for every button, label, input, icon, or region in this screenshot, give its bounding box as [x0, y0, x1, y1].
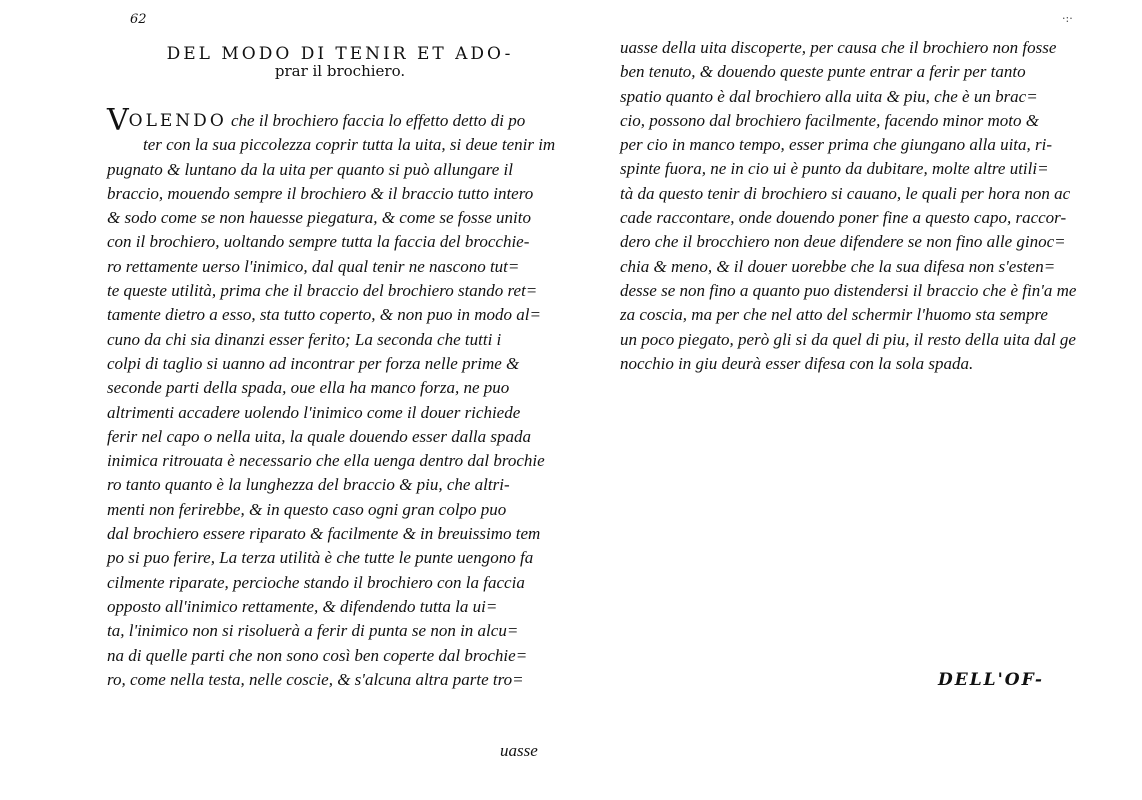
text-line: colpi di taglio si uanno ad incontrar per forza nelle prime & [107, 353, 520, 373]
catchword: DELL'OF- [938, 670, 1044, 690]
corner-mark: ·:· [1062, 12, 1073, 25]
text-line: un poco piegato, però gli si da quel di piu, il resto della uita dal ge [620, 329, 1076, 349]
drop-initial: V [107, 103, 129, 138]
text-line: uasse della uita discoperte, per causa che il brochiero non fosse [620, 38, 1057, 57]
text-line: & sodo come se non hauesse piegatura, & come se fosse unito [107, 208, 531, 228]
right-body-text [620, 36, 1120, 376]
text-line: desse se non fino a quanto puo distendersi il braccio che è fin'a me [620, 280, 1077, 300]
text-line: inimica ritrouata è necessario che ella uenga dentro dal brochie [107, 451, 545, 471]
text-line: opposto all'inimico rettamente, & difendendo tutta la ui= [107, 596, 498, 616]
text-line: ro rettamente uerso l'inimico, dal qual tenir ne nascono tut= [107, 256, 520, 276]
text-line: per cio in manco tempo, esser prima che giungano alla uita, ri- [620, 135, 1053, 155]
chapter-heading-line1: DEL MODO DI TENIR ET ADO- [166, 44, 514, 64]
opening-caps: OLENDO [128, 111, 227, 131]
text-line: con il brochiero, uoltando sempre tutta la faccia del brocchie- [107, 232, 530, 252]
chapter-heading-line2: prar il brochiero. [274, 62, 406, 80]
text-line: te queste utilità, prima che il braccio del brochiero stando ret= [107, 281, 538, 301]
text-line: za coscia, ma per che nel atto del schermir l'huomo sta sempre [620, 305, 1048, 325]
catchword: uasse [500, 741, 538, 760]
text-line: ter con la sua piccolezza coprir tutta la uita, si deue tenir im [143, 135, 556, 155]
text-line: dero che il brocchiero non deue difendere se non fino alle ginoc= [620, 232, 1066, 252]
text-line: ro, come nella testa, nelle coscie, & s'alcuna altra parte tro= [107, 669, 524, 689]
text-line: spatio quanto è dal brochiero alla uita & piu, che è un brac= [620, 86, 1038, 106]
text-line: seconde parti della spada, oue ella ha manco forza, ne puo [107, 378, 510, 398]
text-line: chia & meno, & il douer uorebbe che la sua difesa non s'esten= [620, 256, 1056, 276]
text-line: po si puo ferire, La terza utilità è che tutte le punte uengono fa [107, 548, 534, 568]
text-line: tamente dietro a esso, sta tutto coperto, & non puo in modo al= [107, 305, 541, 325]
text-line [107, 103, 587, 138]
text-line: ben tenuto, & douendo queste punte entrar a ferir per tanto [620, 62, 1026, 82]
text-line: cuno da chi sia dinanzi esser ferito; La seconda che tutti i [107, 329, 502, 349]
text-line: pugnato & luntano da la uita per quanto si può allungare il [107, 159, 513, 179]
text-line: ro tanto quanto è la lunghezza del braccio & piu, che altri- [107, 475, 510, 495]
text-line: altrimenti accadere uolendo l'inimico come il douer richiede [107, 402, 521, 422]
text-line: dal brochiero essere riparato & facilmente & in breuissimo tem [107, 524, 541, 544]
text-line: cio, possono dal brochiero facilmente, facendo minor moto & [620, 110, 1039, 130]
text-line: menti non ferirebbe, & in questo caso ogni gran colpo puo [107, 499, 507, 519]
right-page [600, 0, 1142, 800]
text-line: tà da questo tenir di brochiero si cauano, le quali per hora non ac [620, 183, 1071, 203]
text-line: braccio, mouendo sempre il brochiero & il braccio tutto intero [107, 183, 534, 203]
text-line: na di quelle parti che non sono così ben coperte dal brochie= [107, 645, 528, 665]
first-line-rest: che il brochiero faccia lo effetto detto di po [226, 111, 526, 130]
text-line: spinte fuora, ne in cio ui è punto da dubitare, molte altre utili= [620, 159, 1049, 179]
page-number: 62 [130, 12, 147, 27]
text-line: cilmente riparate, percioche stando il brochiero con la faccia [107, 572, 525, 592]
left-body-text [107, 103, 587, 692]
text-line: cade raccontare, onde douendo poner fine a questo capo, raccor- [620, 208, 1067, 228]
text-line: ferir nel capo o nella uita, la quale douendo esser dalla spada [107, 426, 532, 446]
text-line: nocchio in giu deurà esser difesa con la sola spada. [620, 353, 974, 373]
chapter-heading [105, 44, 575, 80]
text-line: ta, l'inimico non si risoluerà a ferir di punta se non in alcu= [107, 621, 519, 641]
